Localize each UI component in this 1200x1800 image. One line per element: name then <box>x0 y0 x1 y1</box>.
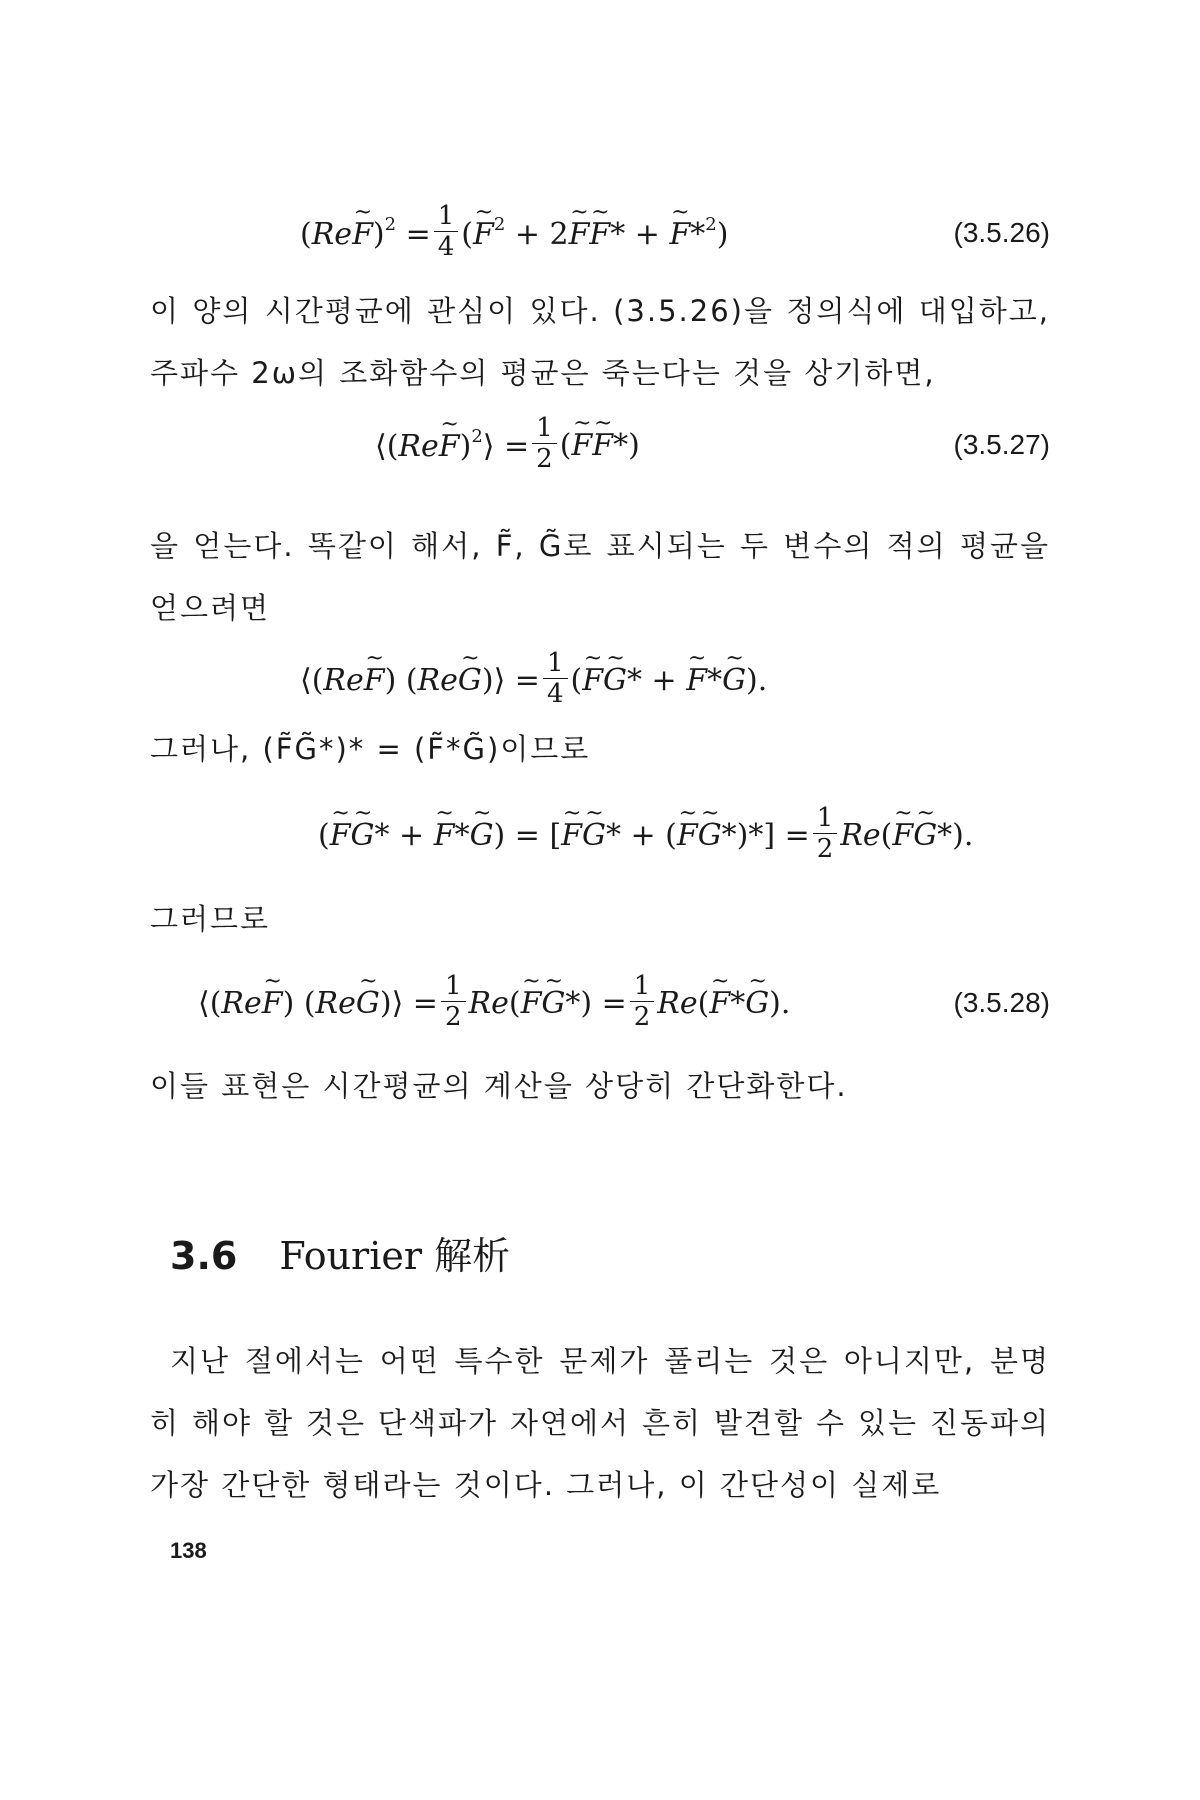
equation-3-5-27: ⟨(Re~ F)$^2$⟩ = $\frac{1}{2}$ (~ F~ F*) (3.5.27) <box>375 410 1050 480</box>
equation-3-5-26: (Re~ F)$^2$ = $\frac{1}{4}$ (~ $F^2$ + 2~ F~ F* + ~ F*$^2$) (3.5.26) <box>300 198 1050 268</box>
equation-number: (3.5.26) <box>953 217 1050 248</box>
equation-3-5-28: ⟨(Re~ F) (Re~ G)⟩ = $\frac{1}{2}$ Re(~ F~ G*) = $\frac{1}{2}$ Re(~ F*~ G). (3.5.28) <box>198 968 1050 1038</box>
section-number: 3.6 <box>170 1234 238 1278</box>
section-heading <box>170 1225 510 1280</box>
paragraph: 이들 표현은 시간평균의 계산을 상당히 간단화한다. <box>150 1069 848 1103</box>
paragraph: 그러므로 <box>150 902 271 936</box>
paragraph: 그러나, (F̃G̃*)* = (F̃*G̃)이므로 <box>150 732 591 766</box>
page-number: 138 <box>170 1538 207 1563</box>
equation-number: (3.5.27) <box>953 429 1050 460</box>
paragraph: 이 양의 시간평균에 관심이 있다. (3.5.26)을 정의식에 대입하고, 주파수 2ω의 조화함수의 평균은 죽는다는 것을 상기하면, <box>150 294 1050 390</box>
equation-number: (3.5.28) <box>953 987 1050 1018</box>
equation-product-mean: ⟨(Re~ F) (Re~ G)⟩ = $\frac{1}{4}$ (~ F~ G* + ~ F*~ G). <box>300 645 900 715</box>
paragraph: 지난 절에서는 어떤 특수한 문제가 풀리는 것은 아니지만, 분명히 해야 할 것은 단색파가 자연에서 흔히 발견할 수 있는 진동파의 가장 간단한 형태라는 것이다. 그러나, 이 간단성이 실제로 <box>150 1344 1050 1502</box>
section-title: Fourier 解析 <box>279 1234 511 1278</box>
equation-sum-identity: (~ F~ G* + ~ F*~ G) = [~ F~ G* + (~ F~ G*)*] = $\frac{1}{2}$ Re(~ F~ G*). <box>318 800 1058 870</box>
paragraph: 을 얻는다. 똑같이 해서, F̃, G̃로 표시되는 두 변수의 적의 평균을 얻으려면 <box>150 529 1050 625</box>
